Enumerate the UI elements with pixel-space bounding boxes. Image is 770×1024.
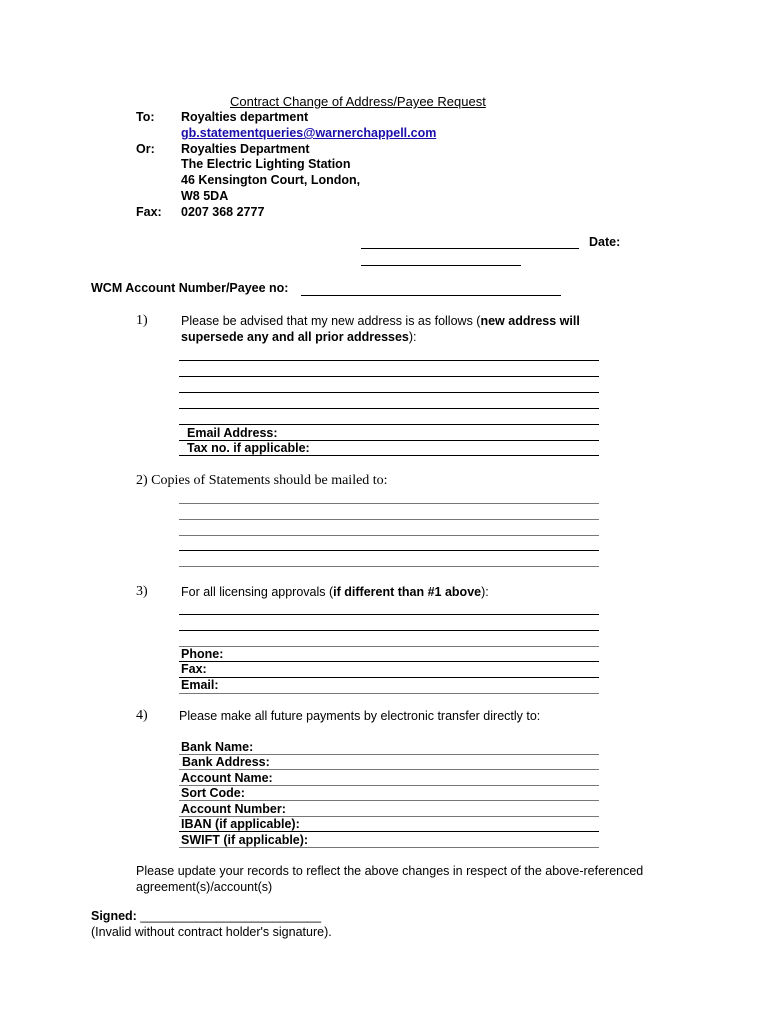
- invalid-note: (Invalid without contract holder's signature).: [91, 925, 332, 939]
- signature-blank[interactable]: __________________________: [140, 909, 322, 923]
- section3-text-end: ):: [481, 585, 489, 599]
- account-name-label: Account Name:: [181, 771, 273, 785]
- or-line2: The Electric Lighting Station: [181, 157, 351, 171]
- sort-code-line[interactable]: [179, 800, 599, 801]
- from-line[interactable]: [361, 248, 579, 249]
- licensing-fax-label: Fax:: [181, 662, 207, 676]
- to-email-link[interactable]: gb.statementqueries@warnerchappell.com: [181, 126, 437, 140]
- signed-label: Signed:: [91, 909, 141, 923]
- date-line[interactable]: [361, 265, 521, 266]
- licensing-line-1[interactable]: [179, 614, 599, 615]
- section3-text: [181, 585, 489, 599]
- or-line4: W8 5DA: [181, 189, 229, 203]
- section3-number: 3): [136, 584, 148, 599]
- email-address-label: Email Address:: [187, 426, 278, 440]
- signature-field[interactable]: [91, 909, 321, 923]
- phone-label: Phone:: [181, 647, 224, 661]
- section2-text: 2) Copies of Statements should be mailed to:: [136, 473, 388, 488]
- licensing-email-label: Email:: [181, 678, 219, 692]
- tax-no-line[interactable]: [179, 455, 599, 456]
- address-line-1[interactable]: [179, 360, 599, 361]
- mail-line-4[interactable]: [179, 550, 599, 551]
- sort-code-label: Sort Code:: [181, 786, 245, 800]
- page-title: Contract Change of Address/Payee Request: [230, 94, 486, 109]
- address-line-2[interactable]: [179, 376, 599, 377]
- fax-number: 0207 368 2777: [181, 205, 265, 219]
- to-line1: Royalties department: [181, 110, 309, 124]
- update-text-line2: agreement(s)/account(s): [136, 880, 273, 894]
- account-number-label: Account Number:: [181, 802, 286, 816]
- section1-text-end: ):: [408, 330, 417, 344]
- swift-line[interactable]: [179, 847, 599, 848]
- mail-line-2[interactable]: [179, 519, 599, 520]
- section4-text: Please make all future payments by electronic transfer directly to:: [179, 709, 541, 723]
- fax-label: Fax:: [136, 205, 162, 219]
- section1-number: 1): [136, 313, 148, 328]
- licensing-line-2[interactable]: [179, 630, 599, 631]
- or-line3: 46 Kensington Court, London,: [181, 173, 361, 187]
- licensing-email-line[interactable]: [179, 693, 599, 694]
- account-label: WCM Account Number/Payee no:: [91, 281, 289, 295]
- mail-line-3[interactable]: [179, 535, 599, 536]
- licensing-fax-line[interactable]: [179, 677, 599, 678]
- bank-address-line[interactable]: [179, 769, 599, 770]
- address-line-3[interactable]: [179, 392, 599, 393]
- address-line-5[interactable]: [179, 424, 599, 425]
- address-line-4[interactable]: [179, 408, 599, 409]
- section3-text-start: For all licensing approvals (: [181, 585, 334, 599]
- to-label: To:: [136, 110, 155, 124]
- bank-name-label: Bank Name:: [181, 740, 254, 754]
- account-line[interactable]: [301, 295, 561, 296]
- iban-line[interactable]: [179, 831, 599, 832]
- section1-text-cont: [181, 330, 417, 344]
- section4-number: 4): [136, 708, 148, 723]
- section3-text-bold: if different than #1 above: [333, 585, 482, 599]
- phone-line[interactable]: [179, 661, 599, 662]
- update-text-line1: Please update your records to reflect the above changes in respect of the above-referenced: [136, 864, 644, 878]
- swift-label: SWIFT (if applicable):: [181, 833, 309, 847]
- section1-text-start: Please be advised that my new address is as follows (: [181, 314, 481, 328]
- or-line1: Royalties Department: [181, 142, 310, 156]
- mail-line-5[interactable]: [179, 566, 599, 567]
- mail-line-1[interactable]: [179, 503, 599, 504]
- licensing-line-3[interactable]: [179, 646, 599, 647]
- or-label: Or:: [136, 142, 155, 156]
- section1-text-bold2: supersede any and all prior addresses: [181, 330, 409, 344]
- tax-no-label: Tax no. if applicable:: [187, 441, 310, 455]
- section1-text: [181, 314, 580, 328]
- section1-text-bold1: new address will: [480, 314, 580, 328]
- iban-label: IBAN (if applicable):: [181, 817, 300, 831]
- date-label: Date:: [589, 235, 621, 249]
- bank-address-label: Bank Address:: [182, 755, 270, 769]
